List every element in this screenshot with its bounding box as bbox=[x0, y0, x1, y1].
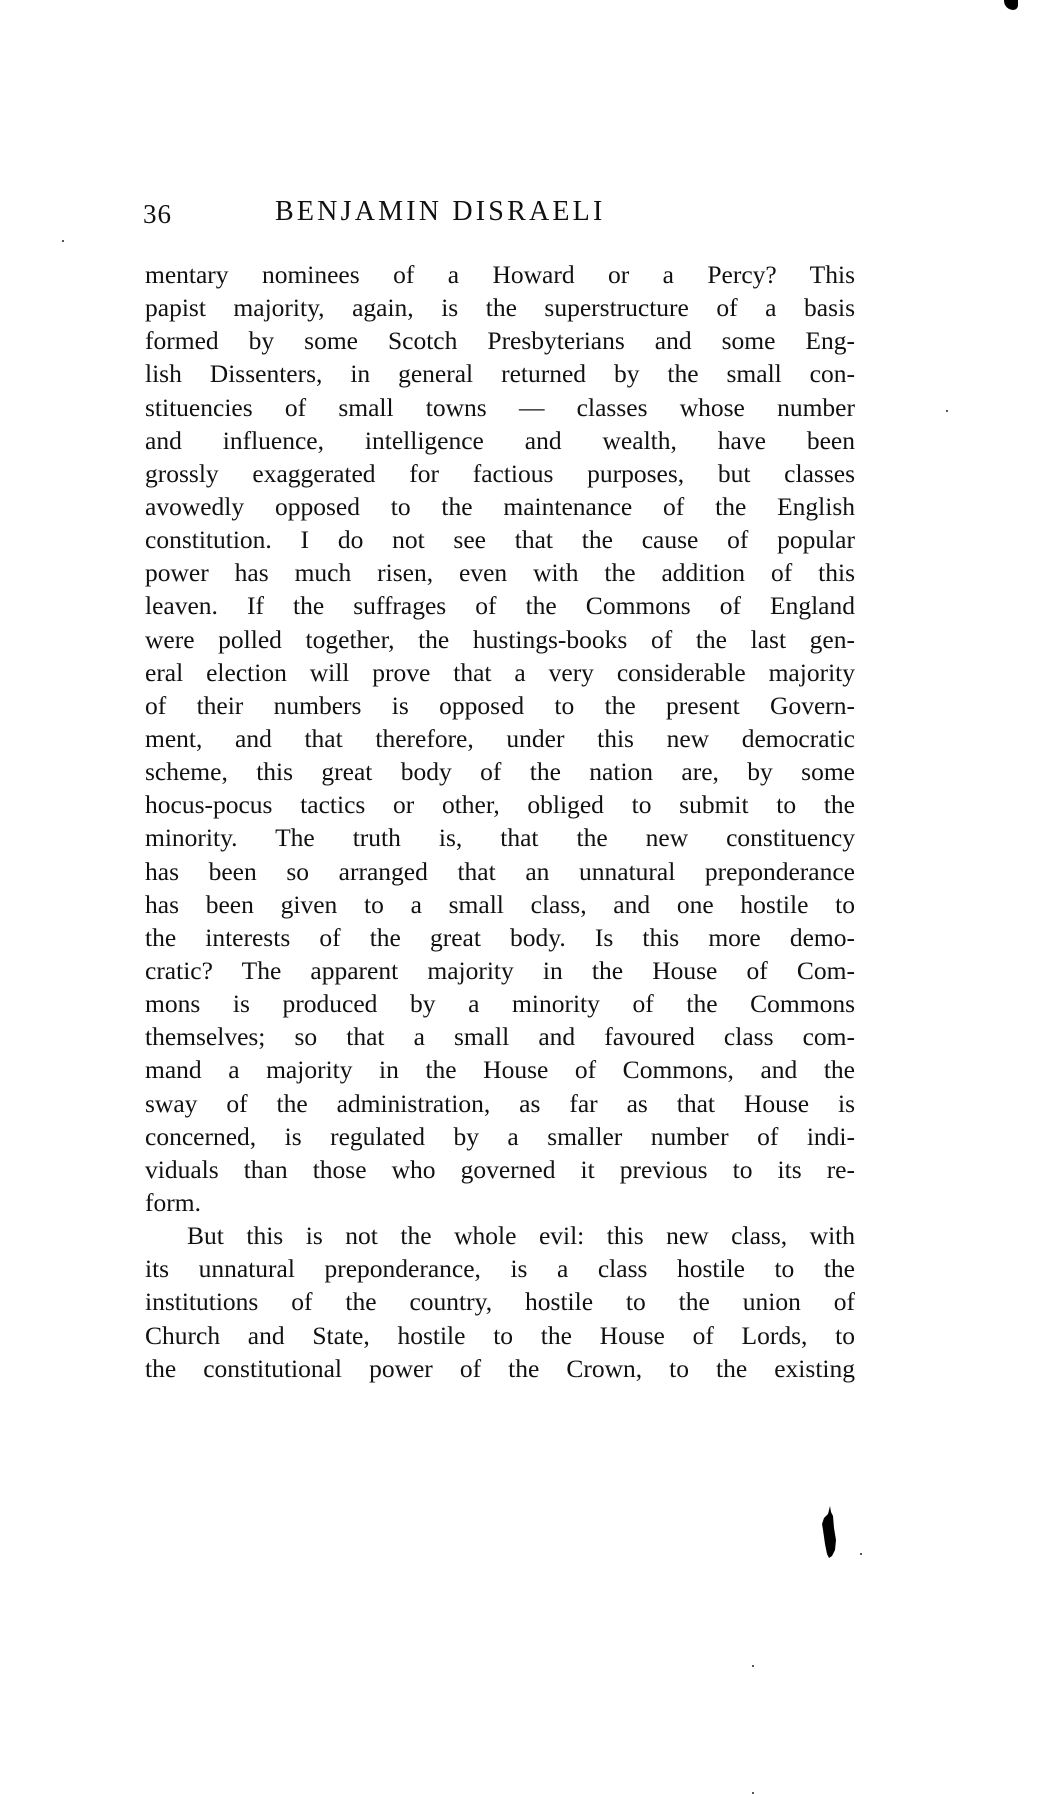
text-line: of their numbers is opposed to the present Govern- bbox=[145, 690, 855, 720]
scan-speck bbox=[62, 240, 64, 242]
corner-ink-mark bbox=[1004, 0, 1018, 10]
text-line: has been given to a small class, and one hostile to bbox=[145, 889, 855, 919]
text-line: grossly exaggerated for factious purposes, but classes bbox=[145, 458, 855, 488]
scan-speck bbox=[946, 410, 948, 412]
text-line: stituencies of small towns — classes whose number bbox=[145, 392, 855, 422]
text-line: lish Dissenters, in general returned by the small con- bbox=[145, 359, 855, 389]
ink-blot-mark bbox=[822, 1506, 836, 1558]
text-line: cratic? The apparent majority in the House of Com- bbox=[145, 955, 855, 985]
text-line: were polled together, the hustings-books of the last gen- bbox=[145, 624, 855, 654]
body-text bbox=[145, 258, 855, 1385]
text-line: its unnatural preponderance, is a class hostile to the bbox=[145, 1254, 855, 1284]
text-line: leaven. If the suffrages of the Commons of England bbox=[145, 591, 855, 621]
paragraph-start-line: But this is not the whole evil: this new class, with bbox=[187, 1221, 855, 1251]
text-line: themselves; so that a small and favoured class com- bbox=[145, 1022, 855, 1052]
text-line: formed by some Scotch Presbyterians and some Eng- bbox=[145, 326, 855, 356]
text-line: has been so arranged that an unnatural preponderance bbox=[145, 856, 855, 886]
text-line: Church and State, hostile to the House of Lords, to bbox=[145, 1320, 855, 1350]
text-line: institutions of the country, hostile to the union of bbox=[145, 1287, 855, 1317]
text-line: avowedly opposed to the maintenance of the English bbox=[145, 491, 855, 521]
text-line: minority. The truth is, that the new constituency bbox=[145, 823, 855, 853]
page-number: 36 bbox=[143, 199, 172, 229]
text-line: sway of the administration, as far as that House is bbox=[145, 1088, 855, 1118]
text-line: eral election will prove that a very considerable majority bbox=[145, 657, 855, 687]
text-line: scheme, this great body of the nation are, by some bbox=[145, 757, 855, 787]
running-title: BENJAMIN DISRAELI bbox=[275, 196, 606, 227]
scan-speck bbox=[860, 1553, 862, 1555]
text-line: constitution. I do not see that the cause of popular bbox=[145, 525, 855, 555]
text-line: power has much risen, even with the addition of this bbox=[145, 558, 855, 588]
text-line: mons is produced by a minority of the Commons bbox=[145, 989, 855, 1019]
text-line: mentary nominees of a Howard or a Percy? This bbox=[145, 260, 855, 289]
text-line: hocus-pocus tactics or other, obliged to submit to the bbox=[145, 790, 855, 820]
text-line: papist majority, again, is the superstructure of a basis bbox=[145, 293, 855, 323]
running-head bbox=[143, 194, 855, 230]
text-line: viduals than those who governed it previous to its re- bbox=[145, 1154, 855, 1184]
text-line: concerned, is regulated by a smaller number of indi- bbox=[145, 1121, 855, 1151]
text-line: ment, and that therefore, under this new democratic bbox=[145, 723, 855, 753]
text-line: the interests of the great body. Is this more demo- bbox=[145, 922, 855, 952]
scan-speck bbox=[752, 1665, 754, 1667]
text-line: the constitutional power of the Crown, to the existing bbox=[145, 1353, 855, 1383]
paragraph-end-line: form. bbox=[145, 1187, 201, 1217]
text-line: mand a majority in the House of Commons, and the bbox=[145, 1055, 855, 1085]
text-line: and influence, intelligence and wealth, have been bbox=[145, 425, 855, 455]
